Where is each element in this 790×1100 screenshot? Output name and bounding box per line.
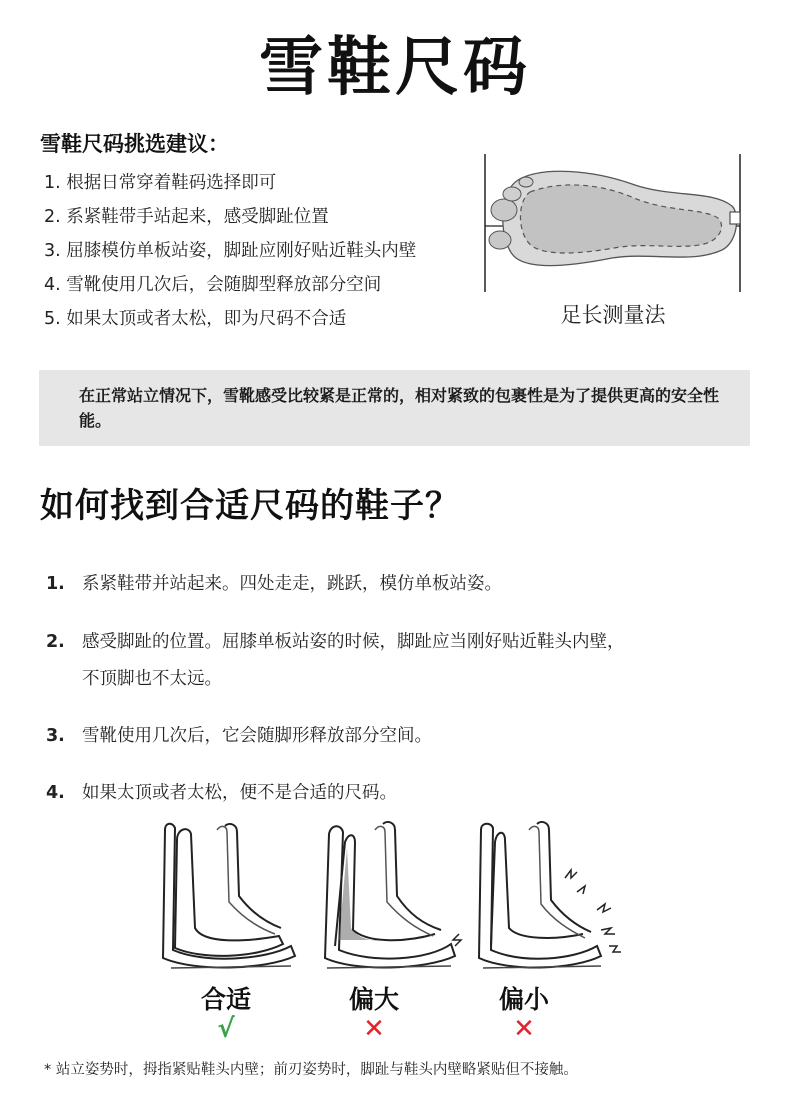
step-text: 如果太顶或者太松，便不是合适的尺码。 — [82, 783, 397, 803]
boot-fit-small-drawing — [453, 822, 621, 968]
boot-fit-large-drawing — [325, 822, 455, 968]
footnote: * 站立姿势时，拇指紧贴鞋头内壁；前刃姿势时，脚趾与鞋头内壁略紧贴但不接触。 — [44, 1062, 578, 1078]
step-number: 2. — [46, 632, 65, 652]
tips-list — [44, 166, 416, 336]
fit-label-small: 偏小 — [498, 985, 549, 1014]
fit-label-large: 偏大 — [348, 985, 399, 1014]
step-number: 1. — [46, 574, 65, 594]
step-number: 3. — [46, 726, 65, 746]
tip-item: 3. 屈膝模仿单板站姿，脚趾应刚好贴近鞋头内壁 — [44, 241, 417, 261]
boot-fit-correct-drawing — [163, 824, 295, 968]
step-text: 系紧鞋带并站起来。四处走走，跳跃，模仿单板站姿。 — [82, 574, 502, 594]
step-text: 不顶脚也不太远。 — [82, 669, 222, 689]
page-title: 雪鞋尺码 — [259, 31, 531, 105]
tips-heading: 雪鞋尺码挑选建议： — [40, 132, 229, 156]
tip-item: 1. 根据日常穿着鞋码选择即可 — [44, 173, 277, 193]
tip-item: 5. 如果太顶或者太松，即为尺码不合适 — [44, 309, 347, 329]
fit-label-correct: 合适 — [200, 985, 251, 1014]
tip-item: 4. 雪靴使用几次后，会随脚型释放部分空间 — [44, 275, 382, 295]
cross-mark-icon: ✕ — [363, 1014, 385, 1044]
section-title: 如何找到合适尺码的鞋子？ — [40, 486, 460, 526]
step-text: 感受脚趾的位置。屈膝单板站姿的时候，脚趾应当刚好贴近鞋头内壁， — [82, 632, 625, 652]
foot-measure-diagram — [482, 154, 744, 294]
foot-measure-caption: 足长测量法 — [560, 303, 666, 327]
notice-box — [39, 370, 750, 446]
cross-mark-icon: ✕ — [513, 1014, 535, 1044]
step-text: 雪靴使用几次后，它会随脚形释放部分空间。 — [82, 726, 432, 746]
boot-fit-illustration — [155, 818, 625, 978]
notice-text: 在正常站立情况下，雪靴感受比较紧是正常的，相对紧致的包裹性是为了提供更高的安全性能。 — [79, 386, 720, 430]
check-mark-icon: √ — [217, 1014, 235, 1044]
step-number: 4. — [46, 783, 65, 803]
tip-item: 2. 系紧鞋带手站起来，感受脚趾位置 — [44, 207, 329, 227]
